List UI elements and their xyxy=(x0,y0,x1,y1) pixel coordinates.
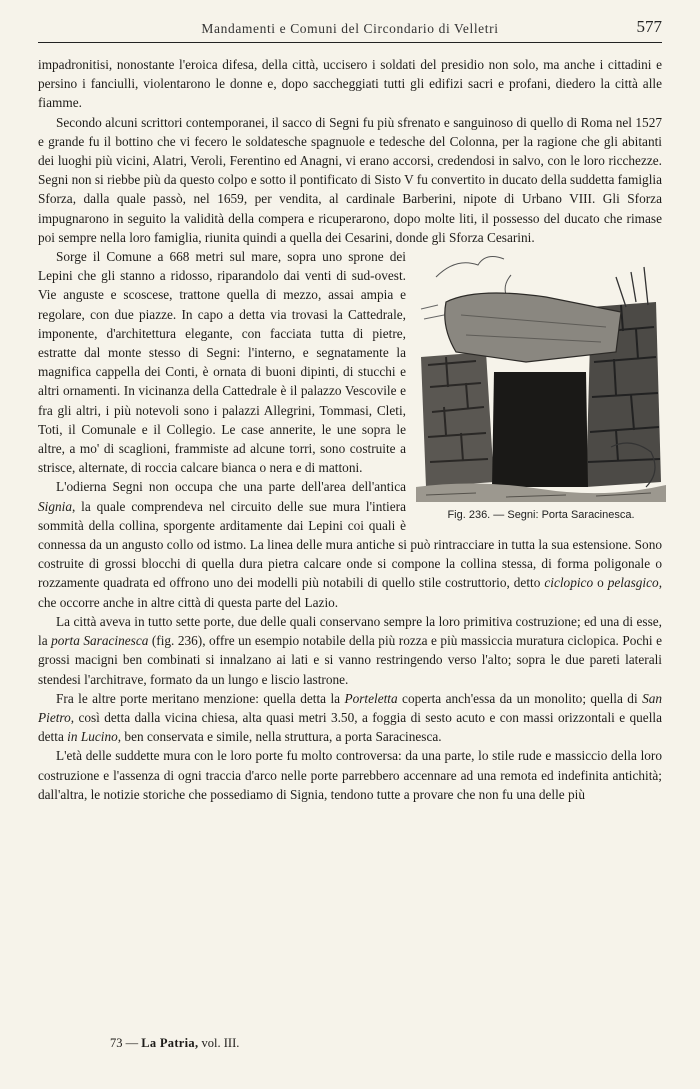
page-number: 577 xyxy=(636,17,662,36)
text-run: (fig. 236), offre un esempio notabile della più rozza e più massiccia muratura ciclopica. Pochi e grossi macigni ben combinati si innalzano ai lati e si vanno restringendo verso l'alto; sopra le due pareti laterali stendesi l'architrave, formato da un lungo e liscio lastrone. xyxy=(38,633,662,687)
paragraph-1: impadronitisi, nonostante l'eroica difesa, della città, uccisero i soldati del presidio non solo, ma anche i cittadini e persino i fanciulli, violentarono le donne e, dopo saccheggiati tutti gli edifizi sacri e profani, diedero la città alle fiamme. xyxy=(38,57,662,111)
footer-volume: vol. III. xyxy=(198,1036,240,1050)
text-run: o xyxy=(593,575,608,591)
text-run: coperta anch'essa da un monolito; quella di xyxy=(397,690,643,706)
paragraph-5 xyxy=(38,612,662,689)
paragraph-6 xyxy=(38,689,662,747)
paragraph-7: L'età delle suddette mura con le loro porte fu molto controversa: da una parte, lo stile rude e massiccio della loro costruzione e l'assenza di ogni traccia d'arco nelle porte parrebbero accennare ad una remota ed indefinita antichità; dall'altra, le notizie storiche che possediamo di Signia, tendono tutte a provare che non fu una delle più xyxy=(38,748,662,802)
text-run: , ben conservata e simile, nella struttura, a porta Saracinesca. xyxy=(117,729,442,745)
paragraph-3: Sorge il Comune a 668 metri sul mare, sopra uno sprone dei Lepini che gli stanno a ridosso, riparandolo dai venti di sud-ovest. Vie anguste e scoscese, trattone quella di mezzo, assai ampia e regolare, con due piazze. In capo a detta via trovasi la Cattedrale, imponente, d'architettura elegante, con facciata tutta di pietre, estratte dal monte stesso di Segni: l'interno, e segnatamente la magnifica cappella dei Conti, è ornata di buoni dipinti, di stucchi e altri ornamenti. In vicinanza della Cattedrale è il palazzo Vescovile e fra gli altri, i più notevoli sono i palazzi Allegrini, Tommasi, Cleti, Toti, il Comunale e il Collegio. Le case annerite, le une sopra le altre, a mo' di scaglioni, frammiste ad alcune torri, sono costruite a strisce, alternate, di roccia calcare bianca o nera e di mattoni. xyxy=(38,249,406,476)
term-signia: Signia xyxy=(38,498,72,514)
footer-publication: La Patria, xyxy=(141,1036,199,1050)
article-body xyxy=(38,55,662,804)
running-title: Mandamenti e Comuni del Circondario di Velletri xyxy=(201,21,499,36)
term-pelasgico: pelasgico xyxy=(607,575,659,591)
page-footer xyxy=(110,1036,239,1051)
text-run: L'odierna Segni non occupa che una parte dell'area dell'antica xyxy=(56,479,406,495)
term-ciclopico: ciclopico xyxy=(544,575,594,591)
figure-236 xyxy=(416,247,666,525)
footer-signature: 73 — xyxy=(110,1036,142,1050)
text-run: La città aveva in tutto sette porte, due delle quali conservano sempre la loro primitiva costruzione; ed una di esse, la xyxy=(38,613,662,649)
text-run: Fra le altre porte meritano menzione: quella detta la xyxy=(56,690,345,706)
term-san-pietro: San Pietro xyxy=(38,690,663,725)
term-porta-saracinesca: porta Saracinesca xyxy=(51,633,149,649)
term-in-lucino: in Lucino xyxy=(67,729,118,745)
running-header xyxy=(38,14,662,43)
paragraph-2: Secondo alcuni scrittori contemporanei, il sacco di Segni fu più sfrenato e sanguinoso di quello di Roma nel 1527 e grande fu il bottino che vi fecero le soldatesche spagnuole e tedesche del Colonna, per la ragione che gli abitanti dei luoghi più vicini, Alatri, Veroli, Ferentino ed Anagni, vi erano accorsi, credendosi in salvo, con le loro ricchezze. Segni non si riebbe più da questo colpo e sotto il pontificato di Sisto V fu convertito in ducato della suddetta famiglia Sforza, dalla quale passò, nel 1659, per vendita, al cardinale Barberini, nipote di Urbano VIII. Gli Sforza impugnarono in seguito la validità della compera e ricuperarono, dopo molte liti, il possesso del ducato che rimase poi sempre nella loro famiglia, riunita quindi a quella dei Cesarini, donde gli Sforza Cesarini. xyxy=(38,114,662,245)
term-porteletta: Porteletta xyxy=(344,690,398,706)
porta-saracinesca-illustration xyxy=(416,247,666,502)
text-run: , così detta dalla vicina chiesa, alta quasi metri 3.50, a foggia di sesto acuto e con massi orizzontali e quella detta xyxy=(38,709,662,745)
figure-caption: Fig. 236. — Segni: Porta Saracinesca. xyxy=(447,509,635,522)
text-run: , la quale comprendeva nel circuito delle sue mura l'intiera sommità della collina, sporgente arditamente dai Lepini coi quali è connessa da un angusto collo od istmo. La linea delle mura antiche si può rintracciare in tutta la sua estensione. Sono costruite di grossi blocchi di quella dura pietra calcare onde si compone la collina stessa, di forma poligonale o rozzamente quadrata ed offrono uno dei modelli più notabili di quello stile costruttorio, detto xyxy=(38,498,662,591)
text-run: , che occorre anche in altre città di questa parte del Lazio. xyxy=(38,575,663,610)
